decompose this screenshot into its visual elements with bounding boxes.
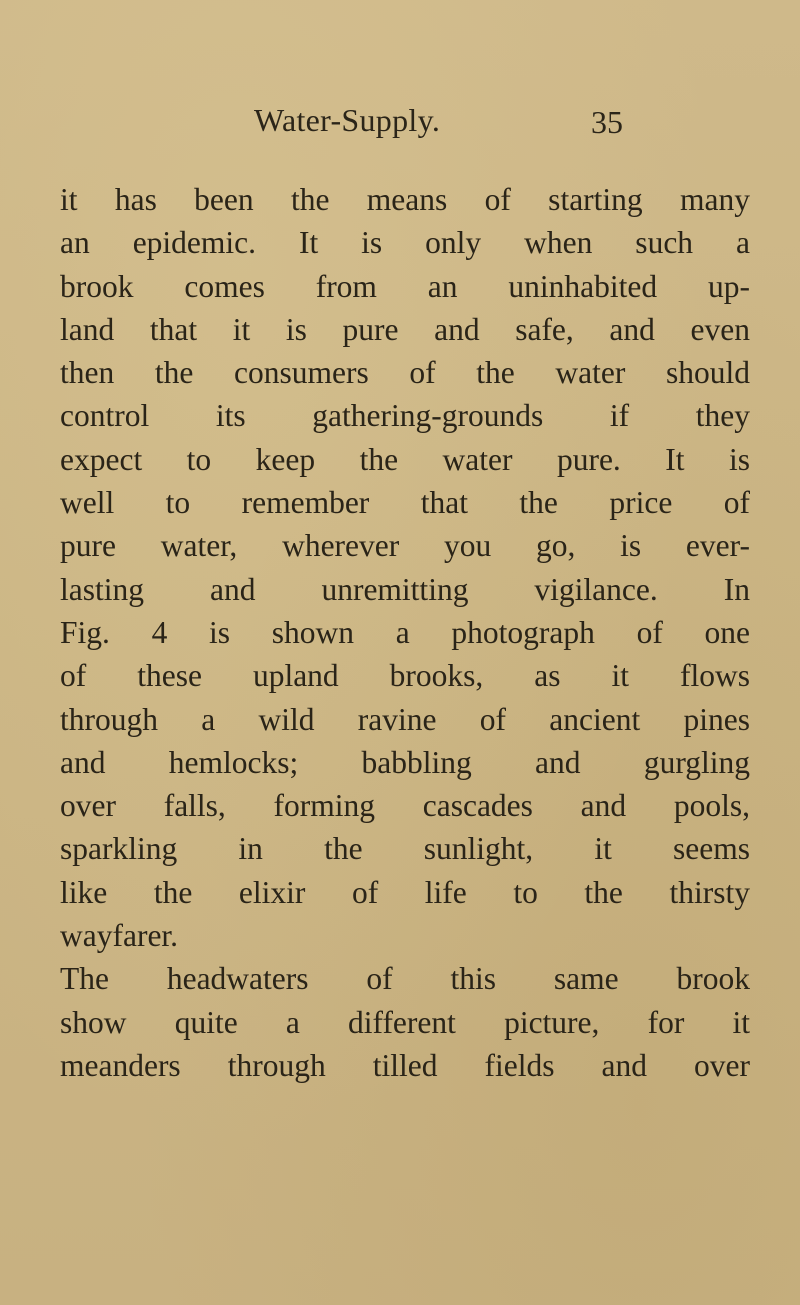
text-line: Fig. 4 is shown a photograph of one — [60, 614, 750, 650]
text-line: lasting and unremitting vigilance. In — [60, 571, 750, 607]
text-line: of these upland brooks, as it flows — [60, 658, 750, 694]
text-line: it has been the means of starting many — [60, 182, 750, 217]
text-line: pure water, wherever you go, is ever- — [60, 528, 750, 564]
text-line: like the elixir of life to the thirsty — [60, 874, 750, 910]
page-number: 35 — [591, 104, 623, 140]
running-title: Water-Supply. — [254, 102, 441, 138]
text-line: through a wild ravine of ancient pines — [60, 701, 750, 737]
text-line: control its gathering-grounds if they — [60, 398, 750, 434]
text-line-paragraph-end: wayfarer. — [60, 918, 179, 954]
text-line: show quite a different picture, for it — [60, 1004, 750, 1040]
text-line: brook comes from an uninhabited up- — [60, 268, 750, 304]
text-line: sparkling in the sunlight, it seems — [60, 831, 750, 867]
text-line: expect to keep the water pure. It is — [60, 441, 750, 477]
text-line-paragraph-start: The headwaters of this same brook — [60, 961, 750, 997]
text-line: then the consumers of the water should — [60, 355, 750, 391]
text-line: and hemlocks; babbling and gurgling — [60, 744, 750, 780]
text-line: well to remember that the price of — [60, 485, 750, 521]
running-head — [0, 98, 800, 158]
text-line: meanders through tilled fields and over — [60, 1047, 750, 1083]
text-line: an epidemic. It is only when such a — [60, 225, 750, 261]
text-line: land that it is pure and safe, and even — [60, 311, 750, 347]
body-text — [60, 178, 750, 1087]
text-line: over falls, forming cascades and pools, — [60, 788, 750, 824]
